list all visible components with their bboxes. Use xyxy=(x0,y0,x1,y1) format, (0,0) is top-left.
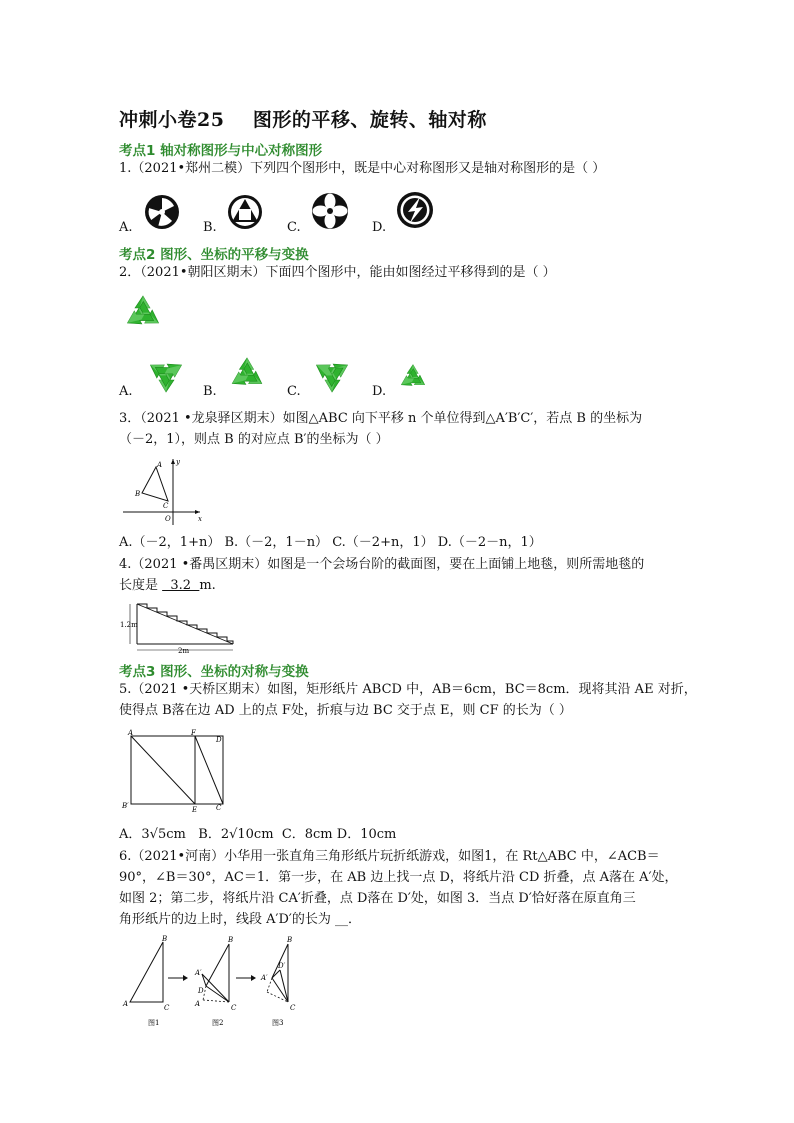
question-4-line-1: 4.（2021 •番禺区期末）如图是一个会场台阶的截面图，要在上面铺上地毯，则所需地毯的 xyxy=(119,557,645,572)
q6-fig1-label-a: A xyxy=(123,1000,129,1008)
q1-option-a-label: A. xyxy=(119,220,133,235)
q6-fig2-label-a: A xyxy=(195,1000,201,1008)
q5-option-a-radical: √ xyxy=(149,827,158,842)
q5-label-b-prime: B′ xyxy=(122,802,129,810)
q6-fig2-caption: 图2 xyxy=(212,1019,224,1027)
q5-option-b-prefix: B．2 xyxy=(198,827,230,842)
q4-label-height: 1.2m xyxy=(120,621,138,629)
q5-option-a-prefix: A．3 xyxy=(119,827,150,842)
q1-option-c-figure xyxy=(311,192,349,230)
arrow-right-icon xyxy=(183,975,188,981)
q3-label-o: O xyxy=(165,515,171,523)
question-4-line-2 xyxy=(119,576,216,596)
q1-option-d-figure xyxy=(396,191,434,229)
q4-line-2-prefix: 长度是 xyxy=(119,578,163,593)
q3-label-a: A xyxy=(157,461,163,469)
question-6-line-3: 如图 2；第二步，将纸片沿 CA′折叠，点 D落在 D′处，如图 3．当点 D′恰好落在原直角三 xyxy=(119,891,636,906)
q1-option-c-label: C. xyxy=(287,220,301,235)
section-heading-2: 考点2 图形、坐标的平移与变换 xyxy=(119,247,309,263)
arrow-right-icon-2 xyxy=(251,975,256,981)
q2-option-d-label: D. xyxy=(372,384,387,399)
q6-fig2-label-d: D xyxy=(198,987,204,995)
q5-label-a: A xyxy=(128,729,134,737)
q4-answer: 3.2 xyxy=(162,578,200,593)
recycle-icon xyxy=(120,290,166,334)
q2-option-b-recycle-icon xyxy=(226,354,268,394)
q3-label-x: x xyxy=(198,515,202,523)
q4-label-width: 2m xyxy=(178,647,190,654)
q1-option-b-figure xyxy=(227,194,263,230)
q6-fig3-label-c: C xyxy=(290,1004,296,1012)
q6-fig1-caption: 图1 xyxy=(148,1019,160,1027)
q6-fig2-label-a-prime: A′ xyxy=(195,969,202,977)
q2-option-c-recycle-icon xyxy=(310,352,354,394)
question-6-line-4: 角形纸片的边上时，线段 A′D′的长为 __． xyxy=(119,912,361,927)
q2-option-a-recycle-icon xyxy=(144,352,188,394)
q2-option-d-recycle-icon xyxy=(395,360,431,394)
question-3-line-1: 3．（2021 •龙泉驿区期末）如图△ABC 向下平移 n 个单位得到△A′B′C′，若点 B 的坐标为 xyxy=(119,411,643,426)
question-5-line-1: 5.（2021 •天桥区期末）如图，矩形纸片 ABCD 中，AB＝6cm，BC＝8cm．现将其沿 AE 对折， xyxy=(119,682,697,697)
question-2-text: 2．（2021•朝阳区期末）下面四个图形中，能由如图经过平移得到的是（ ） xyxy=(119,265,556,280)
q5-label-d: D xyxy=(216,736,222,744)
question-5-options xyxy=(119,825,396,845)
q2-option-b-label: B. xyxy=(203,384,217,399)
q2-option-c-label: C. xyxy=(287,384,301,399)
q1-option-b-label: B. xyxy=(203,220,217,235)
q1-option-a-figure xyxy=(144,194,180,230)
page-title: 冲刺小卷25 图形的平移、旋转、轴对称 xyxy=(119,109,487,131)
q4-stairs-figure xyxy=(118,600,236,654)
q6-fig2-label-c: C xyxy=(231,1004,237,1012)
q3-label-c: C xyxy=(163,502,169,510)
question-6-line-2: 90°，∠B＝30°，AC＝1．第一步，在 AB 边上找一点 D，将纸片沿 CD 折叠，点 A落在 A′处， xyxy=(119,870,678,885)
q6-fig1-label-c: C xyxy=(164,1004,170,1012)
q6-fig3-label-d-prime: D′ xyxy=(278,962,286,970)
question-3-line-2: （－2，1），则点 B 的对应点 B′的坐标为（ ） xyxy=(119,432,389,447)
q5-option-a-value: 5cm xyxy=(157,827,186,842)
q5-label-e: E xyxy=(192,806,198,814)
q2-option-a-label: A. xyxy=(119,384,133,399)
q6-fig2-label-b: B xyxy=(228,936,234,944)
question-3-options: A.（－2，1+n） B.（－2，1－n） C.（－2+n，1） D.（－2－n，1） xyxy=(119,535,542,550)
question-1-text: 1.（2021•郑州二模）下列四个图形中，既是中心对称图形又是轴对称图形的是（ ） xyxy=(119,161,606,176)
q6-folding-figures xyxy=(120,934,310,1028)
q1-option-d-label: D. xyxy=(372,220,387,235)
q5-option-b-value: 10cm xyxy=(237,827,274,842)
q6-fig3-label-b: B xyxy=(287,936,293,944)
q5-label-f: F xyxy=(191,729,196,737)
q3-coordinate-figure xyxy=(120,455,205,527)
q5-option-b-radical: √ xyxy=(229,827,238,842)
q3-label-b: B xyxy=(135,490,141,498)
section-heading-1: 考点1 轴对称图形与中心对称图形 xyxy=(119,143,323,159)
q5-label-c: C xyxy=(216,804,222,812)
q3-label-y: y xyxy=(176,458,180,466)
q6-fig1-label-b: B xyxy=(162,935,168,943)
question-5-line-2: 使得点 B落在边 AD 上的点 F处，折痕与边 BC 交于点 E，则 CF 的长为（ ） xyxy=(119,703,572,718)
q5-rectangle-figure xyxy=(120,728,230,814)
q6-fig3-label-a-prime: A′ xyxy=(261,974,268,982)
q6-fig3-caption: 图3 xyxy=(272,1019,284,1027)
q4-line-2-suffix: m. xyxy=(199,578,216,593)
question-6-line-1: 6.（2021•河南）小华用一张直角三角形纸片玩折纸游戏，如图1，在 Rt△ABC 中，∠ACB＝ xyxy=(119,849,660,864)
section-heading-3: 考点3 图形、坐标的对称与变换 xyxy=(119,664,309,680)
q5-option-cd: C．8cm D．10cm xyxy=(281,827,397,842)
